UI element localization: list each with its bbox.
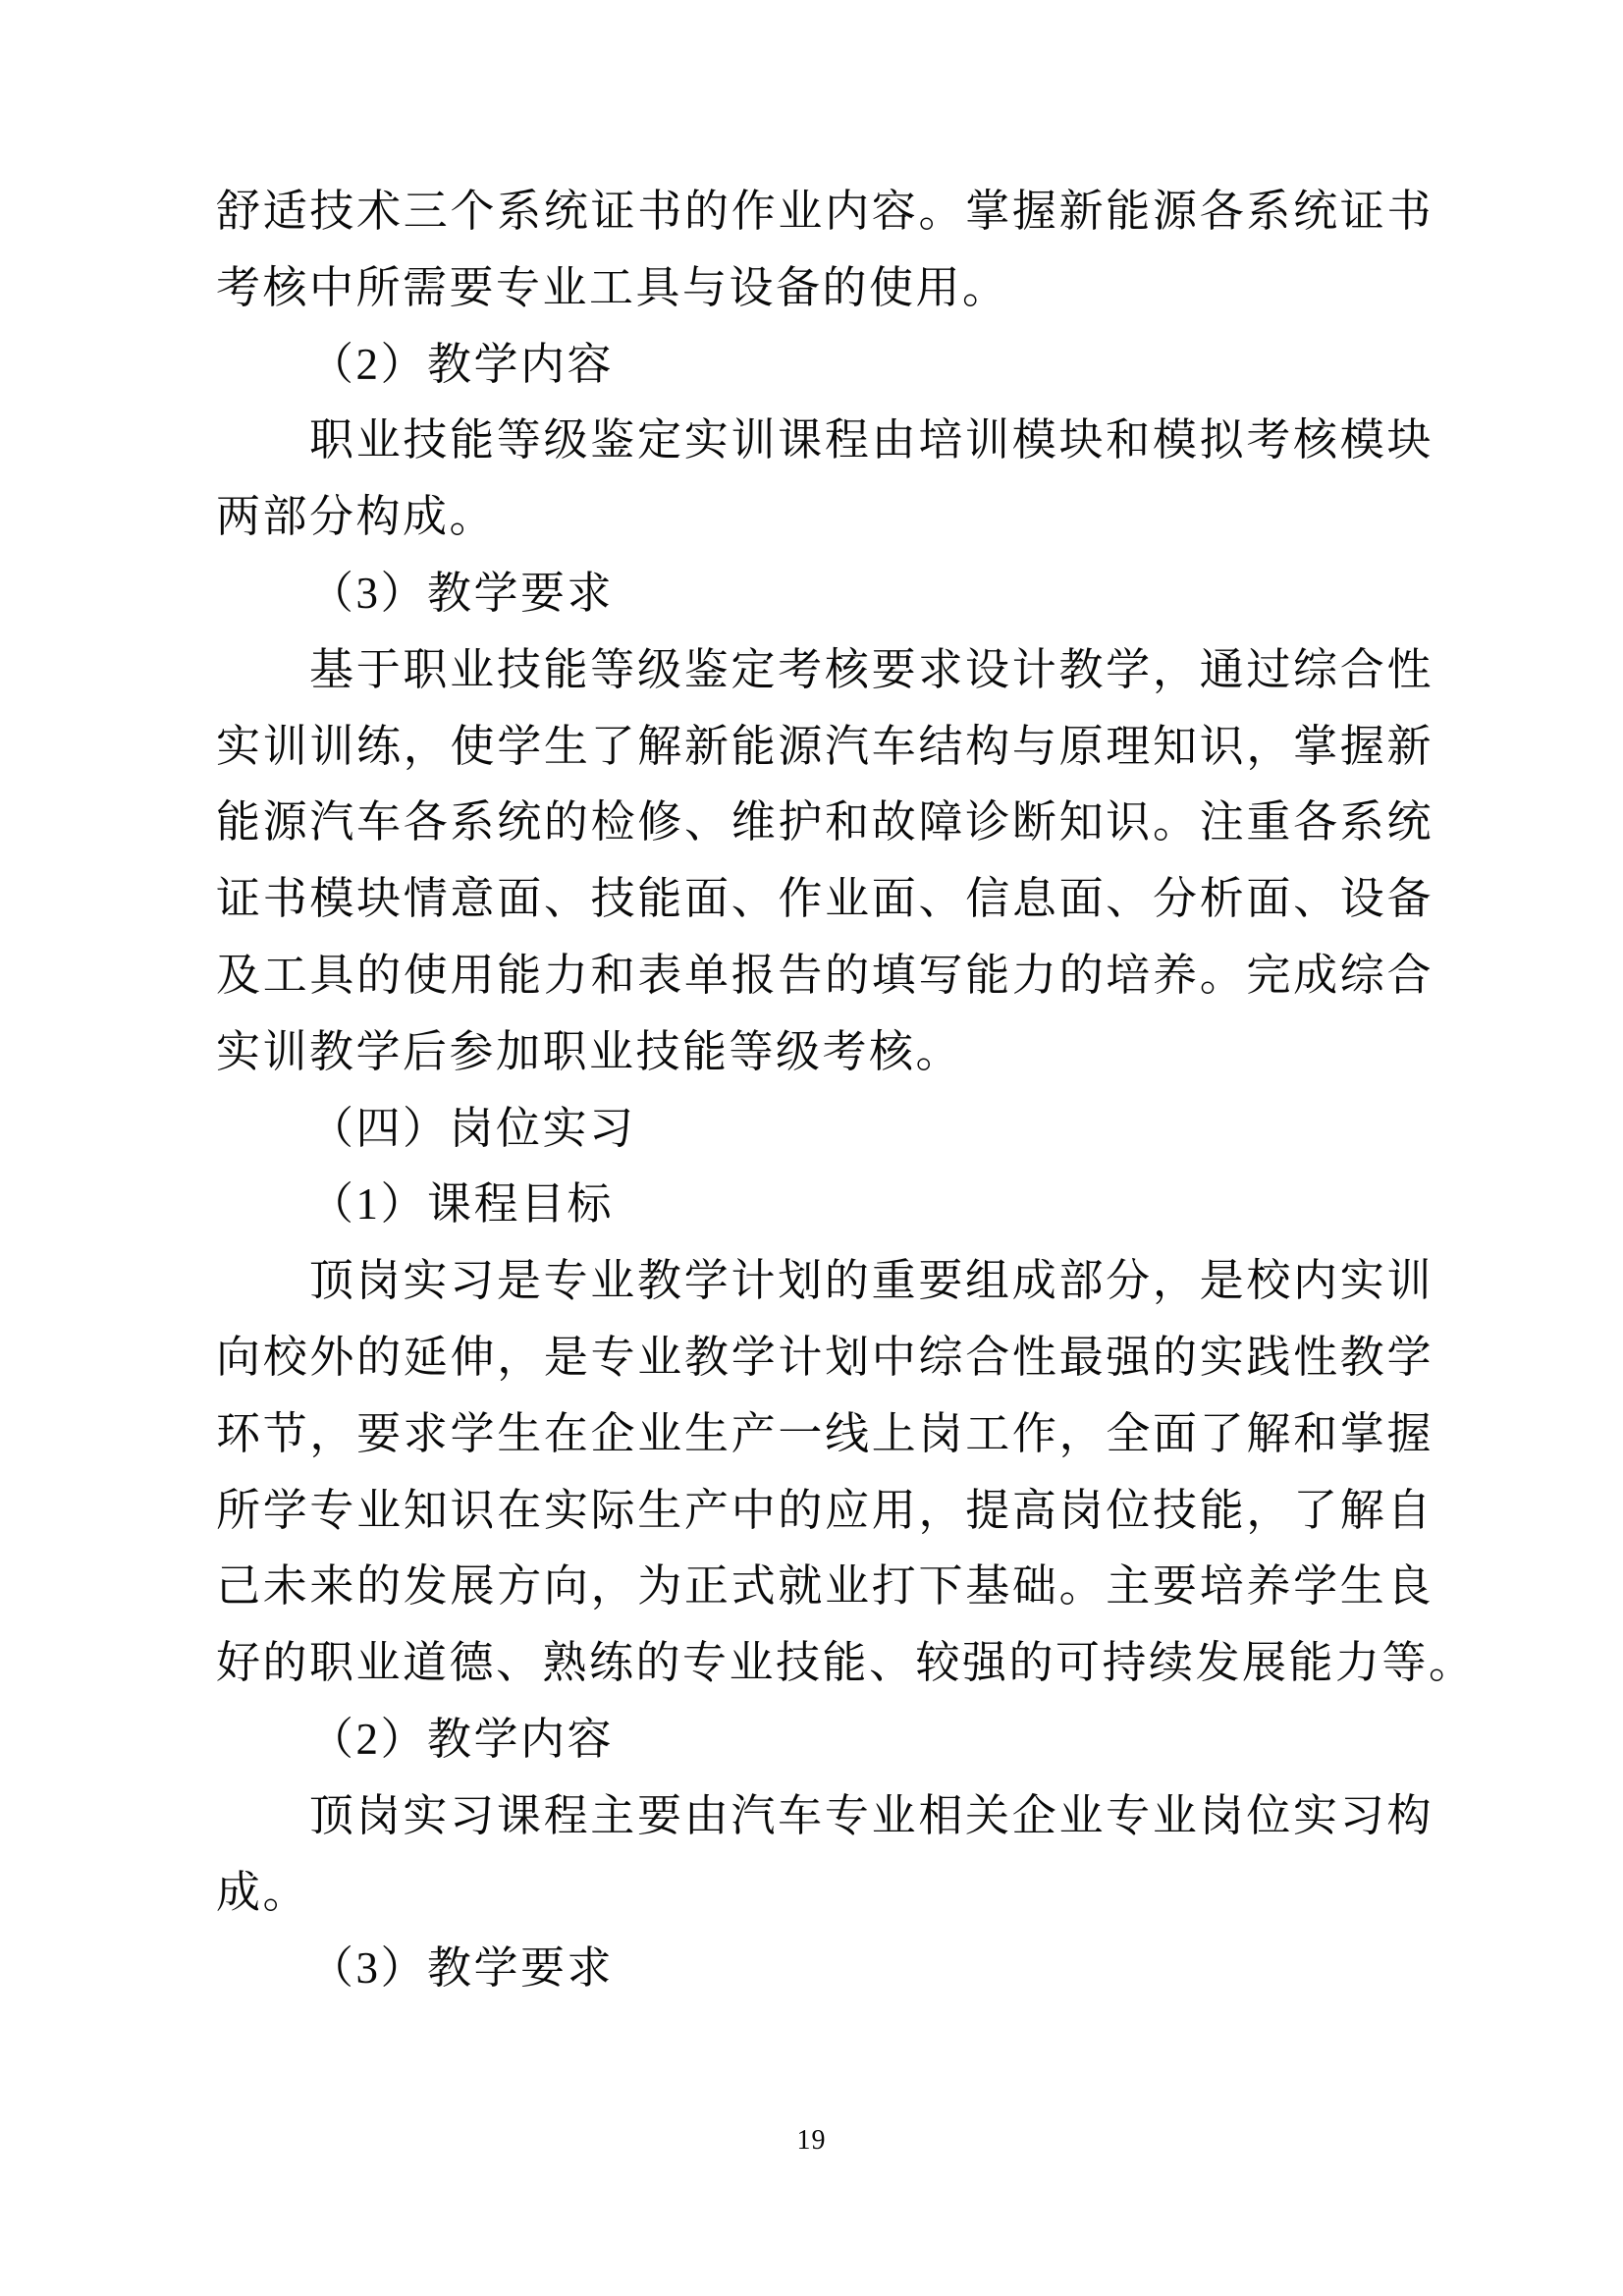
text-line: 成。 (216, 1867, 310, 1917)
text-line: 及工具的使用能力和表单报告的填写能力的培养。完成综合 (216, 950, 1434, 1000)
text-line: 基于职业技能等级鉴定考核要求设计教学，通过综合性 (309, 644, 1434, 694)
document-body (216, 174, 1476, 2007)
text-line: （3）教学要求 (309, 568, 615, 618)
text-line: （2）教学内容 (309, 339, 615, 389)
text-line: 两部分构成。 (216, 492, 497, 542)
text-line: 好的职业道德、熟练的专业技能、较强的可持续发展能力等。 (216, 1638, 1476, 1688)
text-line: （2）教学内容 (309, 1714, 615, 1764)
text-line: 环节，要求学生在企业生产一线上岗工作，全面了解和掌握 (216, 1408, 1434, 1458)
text-line: 己未来的发展方向，为正式就业打下基础。主要培养学生良 (216, 1561, 1434, 1612)
text-line: 顶岗实习是专业教学计划的重要组成部分，是校内实训 (309, 1256, 1434, 1306)
text-line: 实训教学后参加职业技能等级考核。 (216, 1026, 963, 1076)
text-line: 考核中所需要专业工具与设备的使用。 (216, 262, 1009, 312)
text-line: 证书模块情意面、技能面、作业面、信息面、分析面、设备 (216, 874, 1434, 924)
text-line: （四）岗位实习 (309, 1103, 636, 1153)
text-line: （1）课程目标 (309, 1179, 615, 1230)
text-line: 所学专业知识在实际生产中的应用，提高岗位技能，了解自 (216, 1485, 1434, 1535)
text-line: 向校外的延伸，是专业教学计划中综合性最强的实践性教学 (216, 1332, 1434, 1382)
text-line: 职业技能等级鉴定实训课程由培训模块和模拟考核模块 (309, 415, 1434, 465)
text-line: 实训训练，使学生了解新能源汽车结构与原理知识，掌握新 (216, 721, 1434, 771)
text-line: 顶岗实习课程主要由汽车专业相关企业专业岗位实习构 (309, 1790, 1434, 1840)
text-line: 舒适技术三个系统证书的作业内容。掌握新能源各系统证书 (216, 187, 1434, 236)
page-number: 19 (796, 2125, 827, 2156)
text-line: （3）教学要求 (309, 1943, 615, 1994)
text-line: 能源汽车各系统的检修、维护和故障诊断知识。注重各系统 (216, 797, 1434, 847)
